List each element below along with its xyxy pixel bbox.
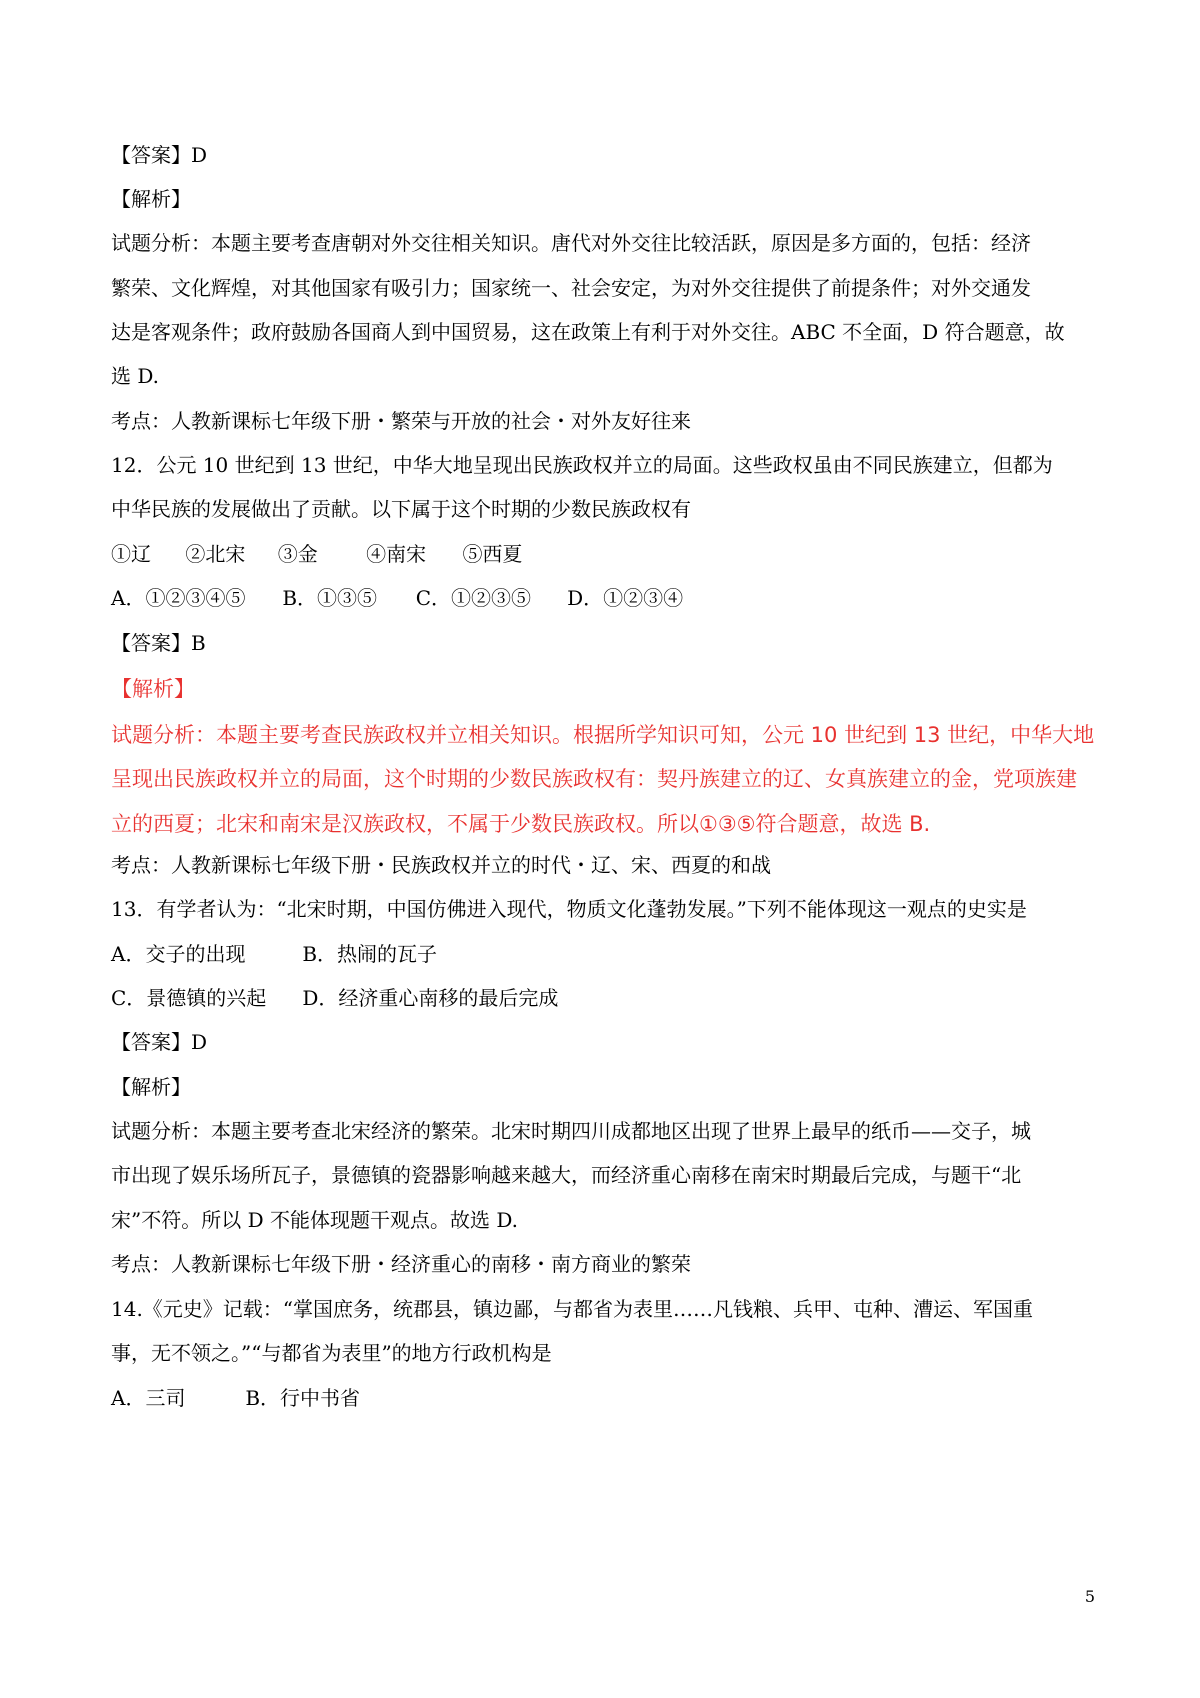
item: ⑤西夏: [462, 542, 523, 566]
option-a: A．三司: [111, 1386, 186, 1410]
option-list: [111, 584, 1092, 612]
option-b: B．热闹的瓦子: [302, 942, 438, 966]
option-list: [111, 984, 1092, 1012]
answer-label: 【答案】B: [111, 631, 206, 655]
option-c: C．①②③⑤: [415, 586, 532, 610]
option-list: [111, 1384, 1092, 1412]
analysis-header: 【解析】: [111, 677, 195, 701]
item: ②北宋: [185, 542, 246, 566]
analysis-line: 立的西夏；北宋和南宋是汉族政权，不属于少数民族政权。所以①③⑤符合题意，故选 B.: [111, 812, 931, 836]
analysis-line: 达是客观条件；政府鼓励各国商人到中国贸易，这在政策上有利于对外交往。ABC 不全面，D 符合题意，故: [111, 320, 1065, 344]
question-stem: 13．有学者认为：“北宋时期，中国仿佛进入现代，物质文化蓬勃发展。”下列不能体现这一观点的史实是: [111, 897, 1027, 921]
question-stem: 14.《元史》记载：“掌国庶务，统郡县，镇边鄙，与都省为表里……凡钱粮、兵甲、屯种、漕运、军国重: [111, 1297, 1034, 1321]
answer-label: 【答案】D: [111, 143, 208, 167]
option-list: [111, 940, 1092, 968]
analysis-header: 【解析】: [111, 1075, 191, 1099]
analysis-line: 选 D.: [111, 364, 160, 388]
item: ④南宋: [366, 542, 427, 566]
analysis-line: 宋”不符。所以 D 不能体现题干观点。故选 D.: [111, 1208, 519, 1232]
option-b: B．行中书省: [245, 1386, 361, 1410]
knowledge-point: 考点：人教新课标七年级下册・经济重心的南移・南方商业的繁荣: [111, 1252, 691, 1276]
page-number: 5: [1084, 1587, 1095, 1606]
option-d: D．经济重心南移的最后完成: [302, 986, 559, 1010]
option-c: C．景德镇的兴起: [111, 986, 267, 1010]
analysis-line: 试题分析：本题主要考查民族政权并立相关知识。根据所学知识可知，公元 10 世纪到 13 世纪，中华大地: [111, 723, 1095, 747]
analysis-header: 【解析】: [111, 187, 191, 211]
item: ①辽: [111, 542, 151, 566]
analysis-line: 呈现出民族政权并立的局面，这个时期的少数民族政权有：契丹族建立的辽、女真族建立的金，党项族建: [111, 767, 1077, 791]
option-b: B．①③⑤: [282, 586, 378, 610]
item: ③金: [277, 542, 318, 566]
option-a: A．①②③④⑤: [111, 586, 246, 610]
analysis-line: 繁荣、文化辉煌，对其他国家有吸引力；国家统一、社会安定，为对外交往提供了前提条件；对外交通发: [111, 276, 1031, 300]
knowledge-point: 考点：人教新课标七年级下册・繁荣与开放的社会・对外友好往来: [111, 409, 691, 433]
analysis-line: 试题分析：本题主要考查唐朝对外交往相关知识。唐代对外交往比较活跃，原因是多方面的，包括：经济: [111, 231, 1031, 255]
analysis-line: 试题分析：本题主要考查北宋经济的繁荣。北宋时期四川成都地区出现了世界上最早的纸币——交子，城: [111, 1119, 1031, 1143]
answer-label: 【答案】D: [111, 1030, 208, 1054]
knowledge-point: 考点：人教新课标七年级下册・民族政权并立的时代・辽、宋、西夏的和战: [111, 853, 771, 877]
question-stem: 12．公元 10 世纪到 13 世纪，中华大地呈现出民族政权并立的局面。这些政权虽由不同民族建立，但都为: [111, 453, 1053, 477]
question-stem: 事，无不领之。”“与都省为表里”的地方行政机构是: [111, 1341, 552, 1365]
question-stem: 中华民族的发展做出了贡献。以下属于这个时期的少数民族政权有: [111, 497, 691, 521]
option-a: A．交子的出现: [111, 942, 246, 966]
analysis-line: 市出现了娱乐场所瓦子，景德镇的瓷器影响越来越大，而经济重心南移在南宋时期最后完成，与题干“北: [111, 1163, 1022, 1187]
option-d: D．①②③④: [567, 586, 684, 610]
item-list: [111, 540, 1092, 568]
